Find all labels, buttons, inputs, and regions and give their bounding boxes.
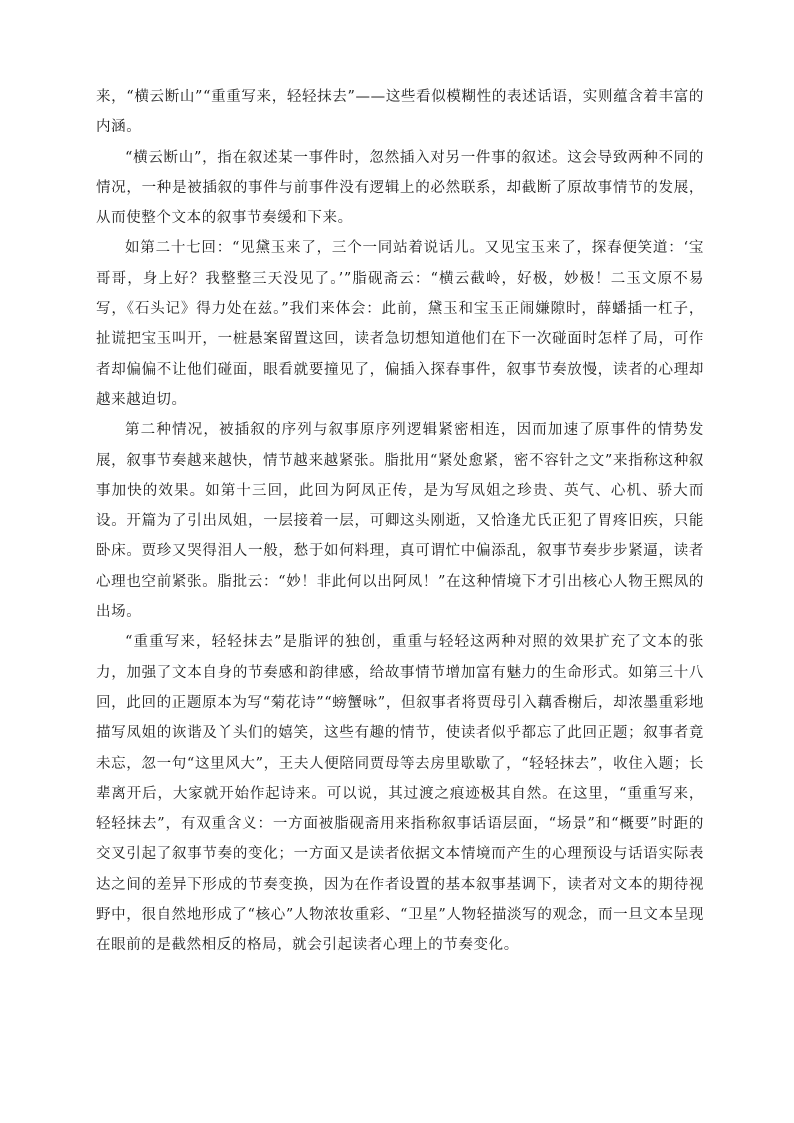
paragraph-second-case: 第二种情况，被插叙的序列与叙事原序列逻辑紧密相连，因而加速了原事件的情势发展，叙事节奏越来越快，情节越来越紧张。脂批用“紧处愈紧，密不容针之文”来指称这种叙事加快的效果。如第十三回，此回为阿凤正传，是为写凤姐之珍贵、英气、心机、骄大而设。开篇为了引出凤姐，一层接着一层，可卿这头刚逝，又恰逢尤氏正犯了胃疼旧疾，只能卧床。贾珍又哭得泪人一般，愁于如何料理，真可谓忙中偏添乱，叙事节奏步步紧逼，读者心理也空前紧张。脂批云：“妙！非此何以出阿凤！”在这种情境下才引出核心人物王熙凤的出场。 bbox=[96, 422, 704, 621]
paragraph-zhongzhong-qingqing: “重重写来，轻轻抹去”是脂评的独创，重重与轻轻这两种对照的效果扩充了文本的张力，加强了文本自身的节奏感和韵律感，给故事情节增加富有魅力的生命形式。如第三十八回，此回的正题原本为写“菊花诗”“螃蟹咏”，但叙事者将贾母引入藕香榭后，却浓墨重彩地描写凤姐的诙谐及丫头们的嬉笑，这些有趣的情节，使读者似乎都忘了此回正题；叙事者竟未忘，忽一句“这里风大”，王夫人便陪同贾母等去房里歇歇了，“轻轻抹去”，收住入题；长辈离开后，大家就开始作起诗来。可以说，其过渡之痕迹极其自然。在这里，“重重写来，轻轻抹去”，有双重含义：一方面被脂砚斋用来指称叙事话语层面，“场景”和“概要”时距的交叉引起了叙事节奏的变化；一方面又是读者依据文本情境而产生的心理预设与话语实际表达之间的差异下形成的节奏变换，因为在作者设置的基本叙事基调下，读者对文本的期待视野中，很自然地形成了“核心”人物浓妆重彩、“卫星”人物轻描淡写的观念，而一旦文本呈现在眼前的是截然相反的格局，就会引起读者心理上的节奏变化。 bbox=[96, 634, 704, 954]
paragraph-chapter27-example: 如第二十七回：“见黛玉来了，三个一同站着说话儿。又见宝玉来了，探春便笑道：‘宝哥哥，身上好？我整整三天没见了。’”脂砚斋云：“横云截岭，好极，妙极！二玉文原不易写，《石头记》得力处在兹。”我们来体会：此前，黛玉和宝玉正闹嫌隙时，薛蟠插一杠子，扯谎把宝玉叫开，一桩悬案留置这回，读者急切想知道他们在下一次碰面时怎样了局，可作者却偏偏不让他们碰面，眼看就要撞见了，偏插入探春事件，叙事节奏放慢，读者的心理却越来越迫切。 bbox=[96, 240, 704, 408]
paragraph-hengyun-definition: “横云断山”，指在叙述某一事件时，忽然插入对另一件事的叙述。这会导致两种不同的情况，一种是被插叙的事件与前事件没有逻辑上的必然联系，却截断了原故事情节的发展，从而使整个文本的叙事节奏缓和下来。 bbox=[96, 149, 704, 227]
document-body bbox=[96, 82, 704, 961]
paragraph-continuation: 来，“横云断山”“重重写来，轻轻抹去”——这些看似模糊性的表述话语，实则蕴含着丰富的内涵。 bbox=[96, 89, 704, 136]
